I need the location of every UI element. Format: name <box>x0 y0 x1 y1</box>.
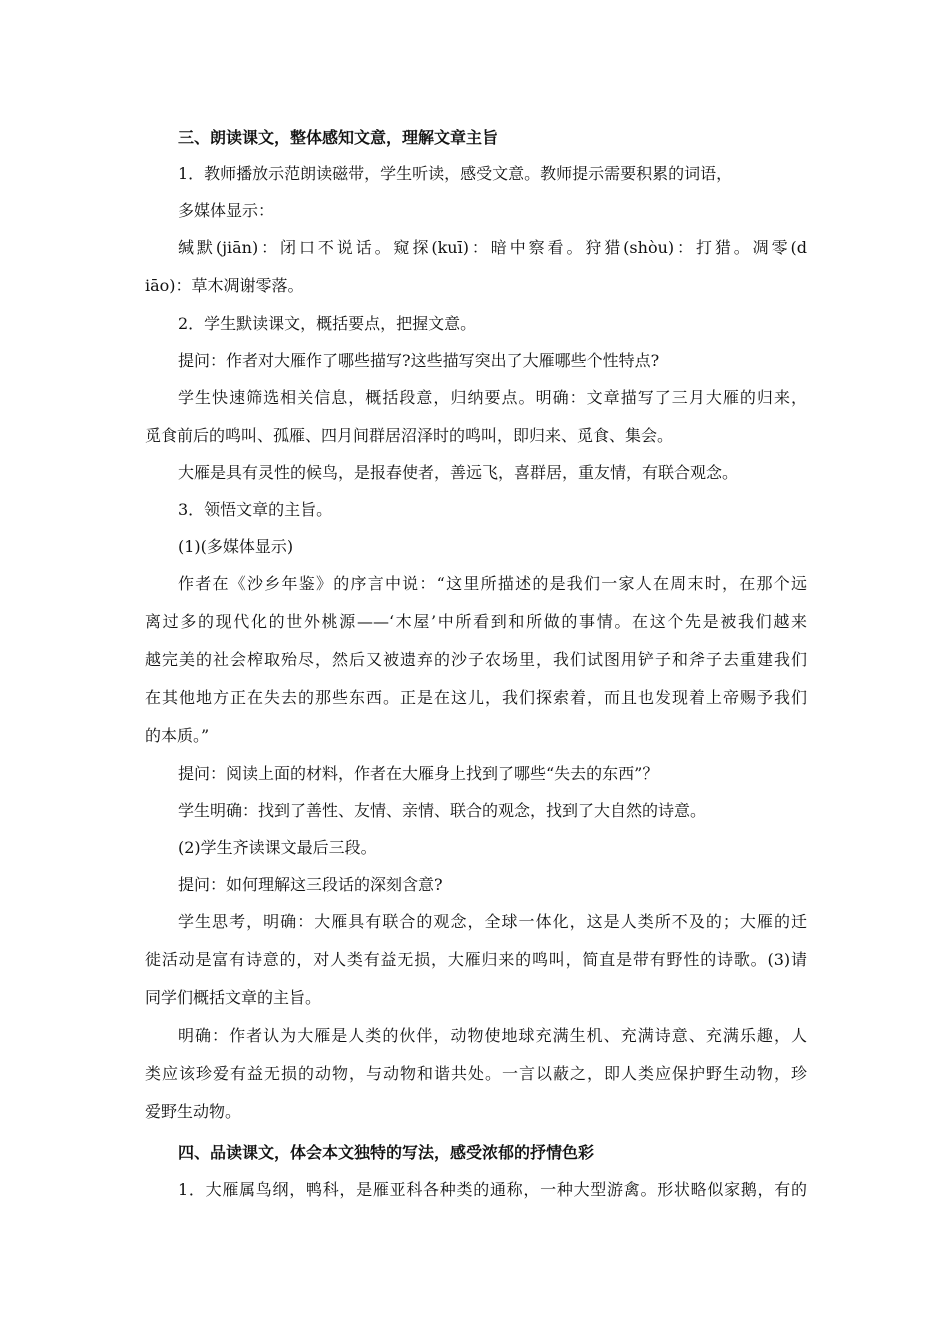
paragraph-line: (1)(多媒体显示) <box>178 537 294 556</box>
question-line: 提问：作者对大雁作了哪些描写?这些描写突出了大雁哪些个性特点? <box>178 351 660 370</box>
paragraph-line: 1．大雁属鸟纲，鸭科，是雁亚科各种类的通称，一种大型游禽。形状略似家鹅，有的 <box>178 1180 807 1199</box>
quote-line: 越完美的社会榨取殆尽，然后又被遗弃的沙子农场里，我们试图用铲子和斧子去重建我们 <box>145 650 807 669</box>
paragraph-line: 学生快速筛选相关信息，概括段意，归纳要点。明确：文章描写了三月大雁的归来， <box>178 388 807 407</box>
quote-line: 作者在《沙乡年鉴》的序言中说：“这里所描述的是我们一家人在周末时，在那个远 <box>178 574 807 593</box>
vocab-line: 缄默(jiān)：闭口不说话。窥探(kuī)：暗中察看。狩猎(shòu)：打猎。凋零(d <box>178 238 807 257</box>
paragraph-line: 多媒体显示： <box>178 201 275 220</box>
paragraph-line: 爱野生动物。 <box>145 1102 242 1121</box>
quote-line: 在其他地方正在失去的那些东西。正是在这儿，我们探索着，而且也发现着上帝赐予我们 <box>145 688 807 707</box>
section-4-heading: 四、品读课文，体会本文独特的写法，感受浓郁的抒情色彩 <box>178 1143 595 1162</box>
paragraph-line: 同学们概括文章的主旨。 <box>145 988 322 1007</box>
paragraph-line: 类应该珍爱有益无损的动物，与动物和谐共处。一言以蔽之，即人类应保护野生动物，珍 <box>145 1064 807 1083</box>
quote-line: 离过多的现代化的世外桃源——‘木屋’中所看到和所做的事情。在这个先是被我们越来 <box>145 612 807 631</box>
question-line: 提问：阅读上面的材料，作者在大雁身上找到了哪些“失去的东西”？ <box>178 764 659 783</box>
paragraph-line: 学生思考，明确：大雁具有联合的观念，全球一体化，这是人类所不及的；大雁的迁 <box>178 912 807 931</box>
paragraph-line: 学生明确：找到了善性、友情、亲情、联合的观念，找到了大自然的诗意。 <box>178 801 707 820</box>
quote-line: 的本质。” <box>145 726 210 745</box>
question-line: 提问：如何理解这三段话的深刻含意? <box>178 875 443 894</box>
paragraph-line: 2．学生默读课文，概括要点，把握文意。 <box>178 314 477 333</box>
paragraph-line: 3．领悟文章的主旨。 <box>178 500 333 519</box>
paragraph-line: 1．教师播放示范朗读磁带，学生听读，感受文意。教师提示需要积累的词语， <box>178 164 733 183</box>
paragraph-line: 觅食前后的鸣叫、孤雁、四月间群居沼泽时的鸣叫，即归来、觅食、集会。 <box>145 426 674 445</box>
paragraph-line: 徙活动是富有诗意的，对人类有益无损，大雁归来的鸣叫，简直是带有野性的诗歌。(3)请 <box>145 950 807 969</box>
vocab-line: iāo)：草木凋谢零落。 <box>145 276 304 295</box>
section-3-heading: 三、朗读课文，整体感知文意，理解文章主旨 <box>178 128 499 147</box>
paragraph-line: 明确：作者认为大雁是人类的伙伴，动物使地球充满生机、充满诗意、充满乐趣，人 <box>178 1026 807 1045</box>
paragraph-line: (2)学生齐读课文最后三段。 <box>178 838 377 857</box>
paragraph-line: 大雁是具有灵性的候鸟，是报春使者，善远飞，喜群居，重友情，有联合观念。 <box>178 463 739 482</box>
